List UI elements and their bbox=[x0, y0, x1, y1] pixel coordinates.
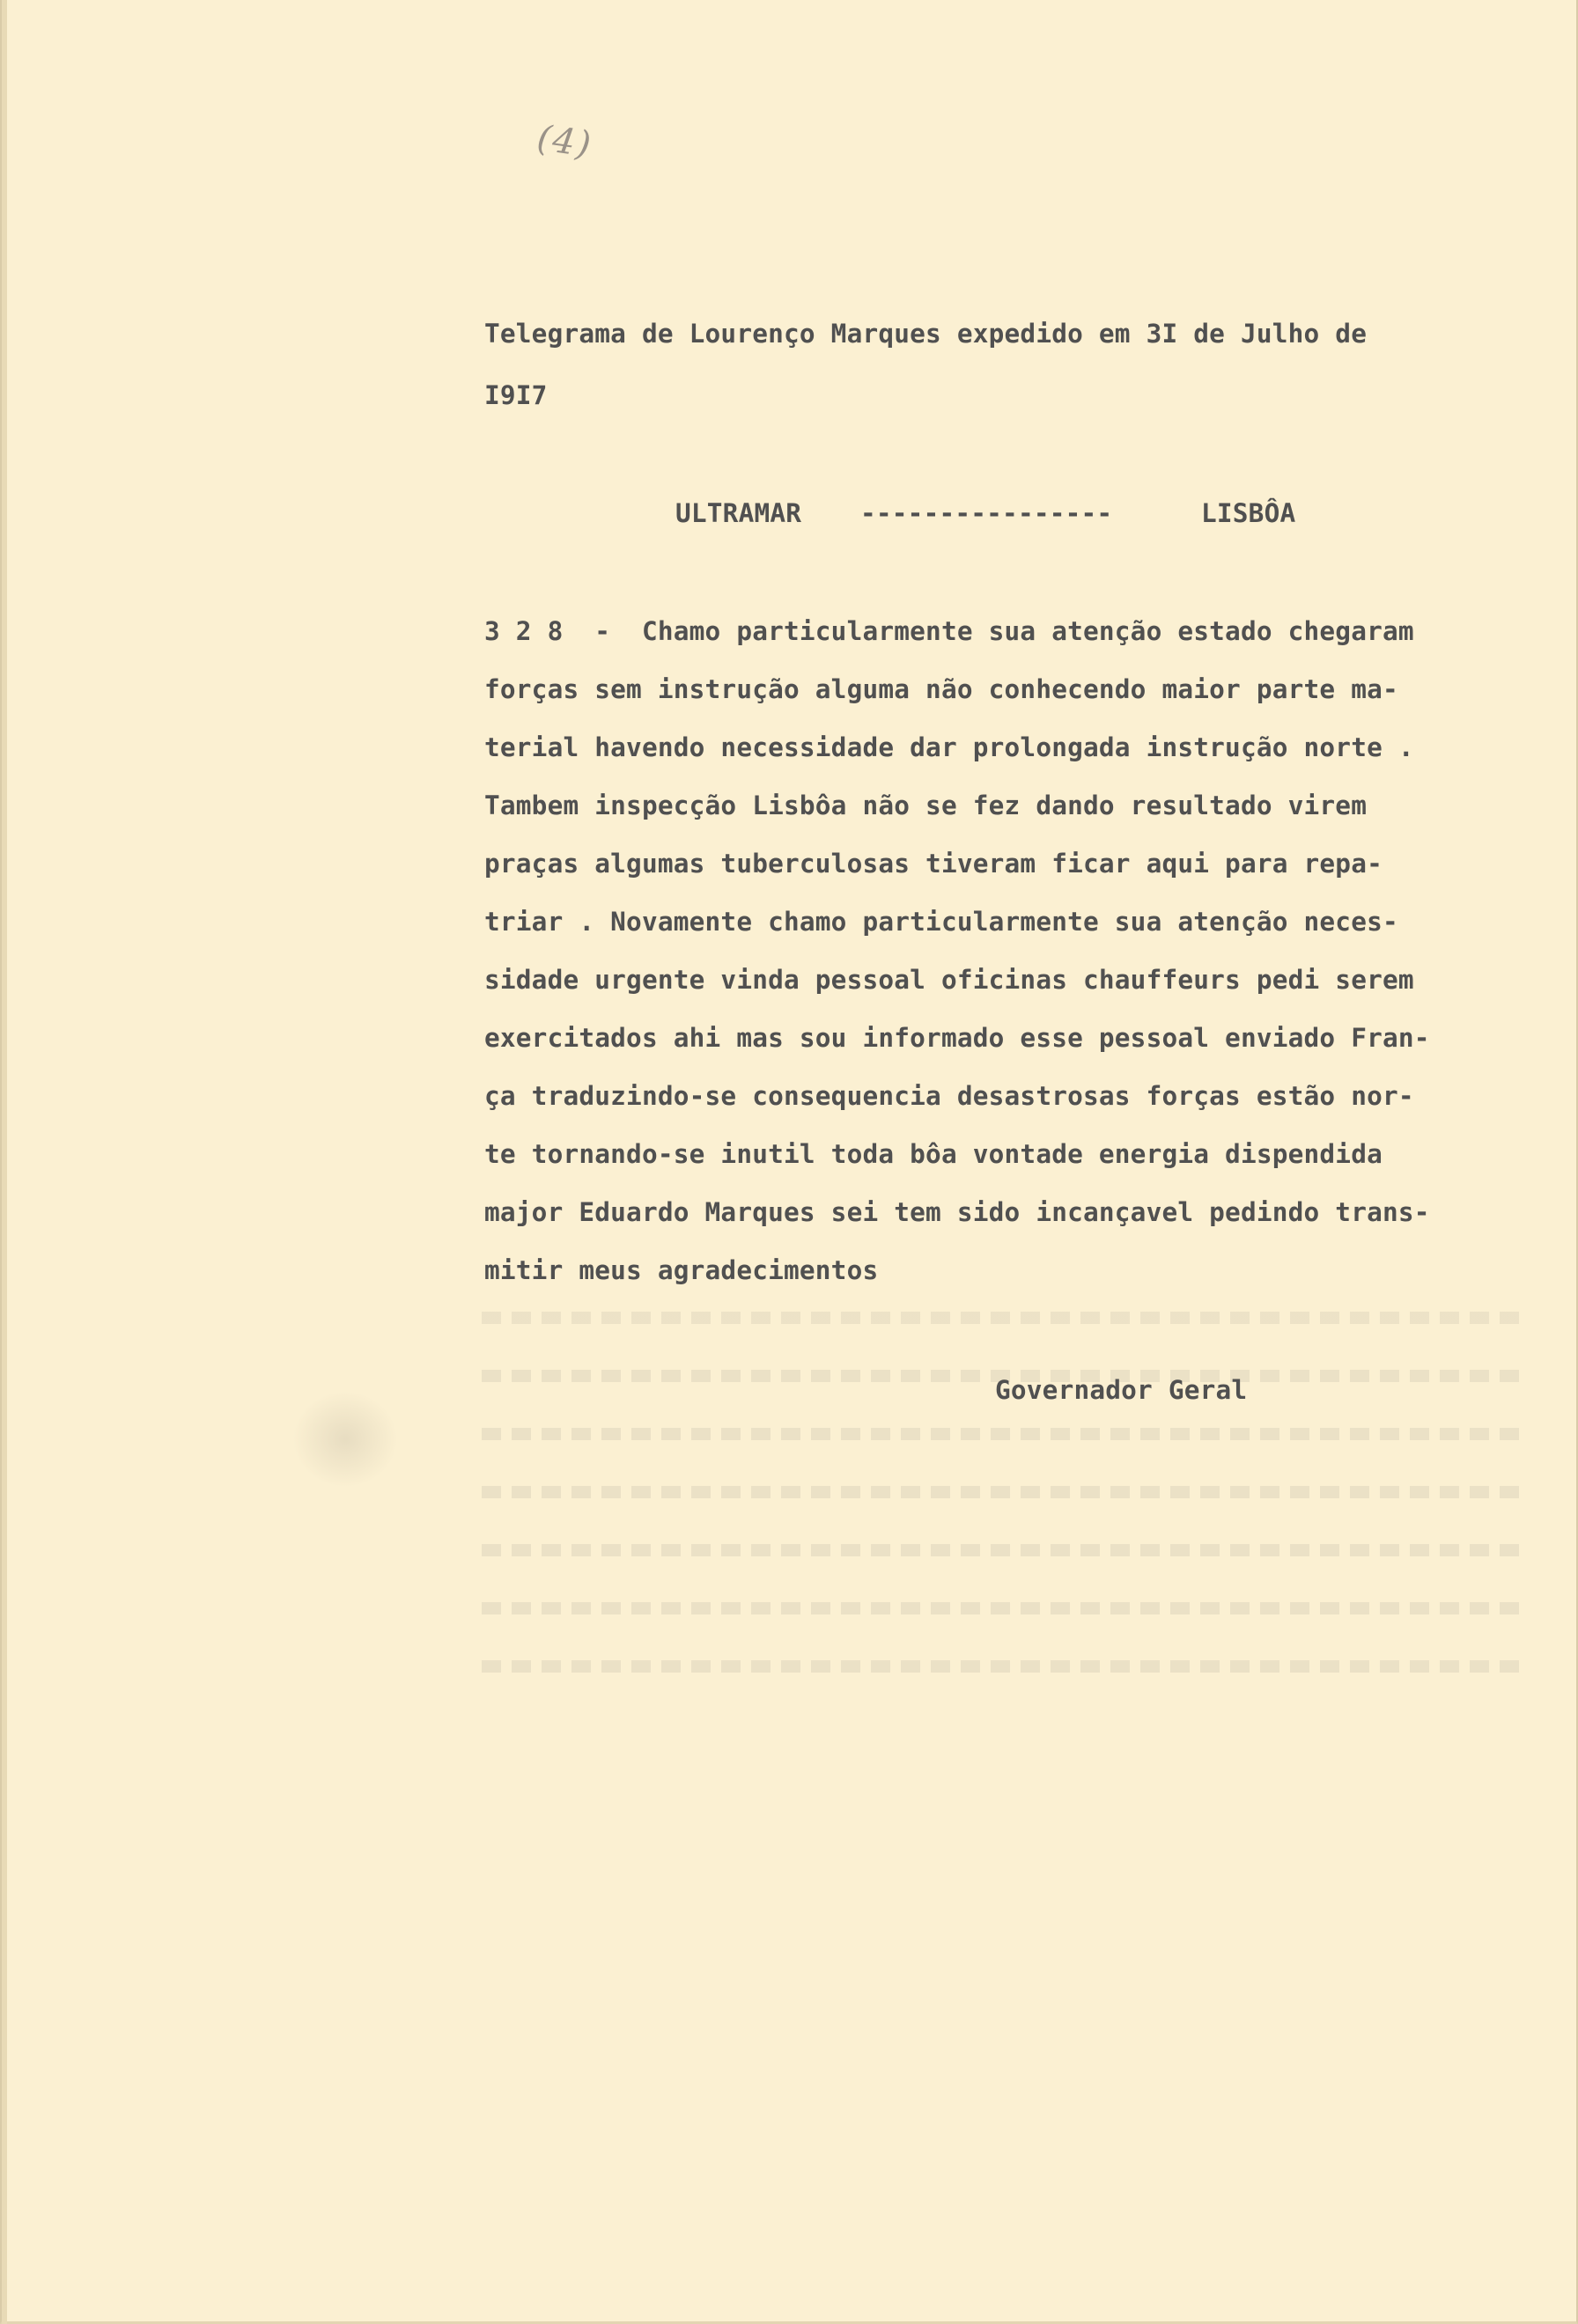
paper-edge bbox=[2, 0, 7, 2324]
folio-mark: (4) bbox=[535, 117, 595, 166]
routing-dashes: ---------------- bbox=[860, 498, 1113, 528]
body-line: mitir meus agradecimentos bbox=[484, 1255, 879, 1285]
body-line: praças algumas tuberculosas tiveram ficar aqui para repa- bbox=[484, 849, 1383, 879]
body-line: exercitados ahi mas sou informado esse pessoal enviado Fran- bbox=[484, 1023, 1430, 1053]
body-line: major Eduardo Marques sei tem sido incançavel pedindo trans- bbox=[484, 1197, 1430, 1227]
paper-smudge bbox=[292, 1391, 398, 1488]
reverse-side-bleed-through bbox=[482, 1312, 1521, 1717]
body-line: 3 2 8 - Chamo particularmente sua atenção estado chegaram bbox=[484, 616, 1414, 646]
body-line: forças sem instrução alguma não conhecendo maior parte ma- bbox=[484, 674, 1398, 704]
body-line: triar . Novamente chamo particularmente sua atenção neces- bbox=[484, 907, 1398, 937]
body-line: sidade urgente vinda pessoal oficinas chauffeurs pedi serem bbox=[484, 965, 1414, 995]
signature: Governador Geral bbox=[995, 1375, 1248, 1405]
body-line: Tambem inspecção Lisbôa não se fez dando resultado virem bbox=[484, 791, 1368, 820]
body-line: te tornando-se inutil toda bôa vontade energia dispendida bbox=[484, 1139, 1383, 1169]
routing-from: ULTRAMAR bbox=[675, 498, 802, 528]
body-line: ça traduzindo-se consequencia desastrosas forças estão nor- bbox=[484, 1081, 1414, 1111]
telegram-header-line-1: Telegrama de Lourenço Marques expedido em 3I de Julho de bbox=[484, 319, 1368, 349]
telegram-header-line-2: I9I7 bbox=[484, 380, 548, 410]
body-line: terial havendo necessidade dar prolongada instrução norte . bbox=[484, 732, 1414, 762]
routing-to: LISBÔA bbox=[1201, 498, 1296, 528]
